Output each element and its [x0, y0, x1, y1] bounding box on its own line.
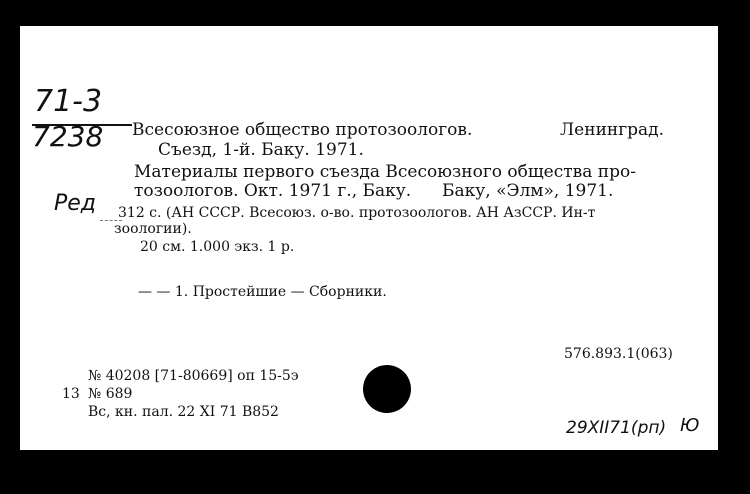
call-number-bottom: 7238	[32, 120, 104, 153]
call-number-top: 71-3	[34, 84, 103, 119]
heading-line2: Съезд, 1-й. Баку. 1971.	[158, 140, 364, 160]
record-line1: № 40208 [71-80669] оп 15-5э	[88, 368, 299, 384]
imprint: Баку, «Элм», 1971.	[442, 181, 614, 201]
heading-place: Ленинград.	[560, 120, 665, 140]
record-line2: № 689	[88, 386, 133, 402]
record-line3: Вс, кн. пал. 22 XI 71 В852	[88, 404, 279, 420]
collation-line1: 312 с. (АН СССР. Всесоюз. о-во. протозоологов. АН АзССР. Ин-т	[118, 205, 596, 221]
collation-line3: 20 см. 1.000 экз. 1 р.	[140, 239, 295, 255]
record-line2-prefix: 13	[62, 386, 80, 402]
title-line1: Материалы первого съезда Всесоюзного общества про-	[134, 162, 636, 182]
title-line2: тозоологов. Окт. 1971 г., Баку.	[134, 181, 412, 201]
catalog-card	[20, 26, 718, 450]
initials-note: Ю	[680, 415, 700, 436]
udc-number: 576.893.1(063)	[564, 346, 673, 362]
heading-author: Всесоюзное общество протозоологов.	[132, 120, 473, 140]
margin-note: Ред	[54, 191, 97, 216]
punch-hole	[363, 365, 411, 413]
collation-line2: зоологии).	[114, 221, 192, 237]
subject-heading: — — 1. Простейшие — Сборники.	[138, 284, 387, 300]
date-note: 29XII71(рп)	[566, 418, 667, 438]
